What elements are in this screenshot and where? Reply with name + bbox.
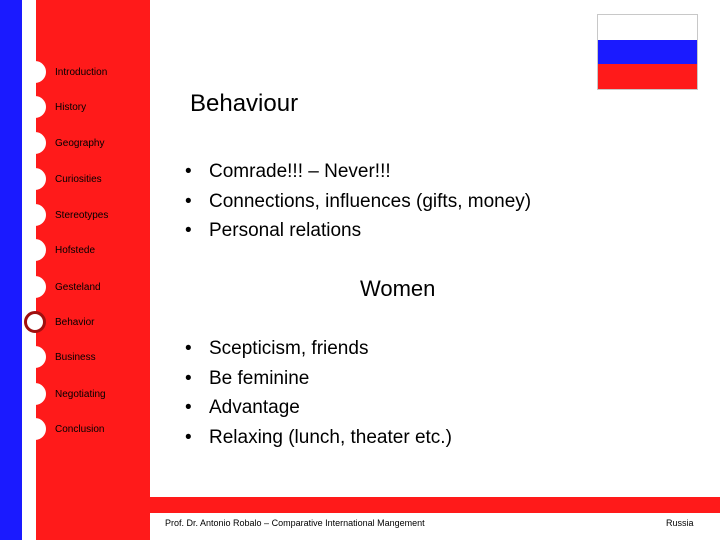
- list-item: • Advantage: [185, 393, 452, 423]
- sidebar-item-label: Negotiating: [55, 388, 106, 400]
- sidebar-item-label: Introduction: [55, 66, 108, 78]
- nav-dot-icon: [24, 96, 46, 118]
- nav-dot-icon: [24, 276, 46, 298]
- sidebar-item-business[interactable]: [24, 346, 96, 368]
- slide-title: Behaviour: [190, 90, 299, 117]
- sidebar-item-conclusion[interactable]: [24, 418, 104, 440]
- sidebar-item-label: Curiosities: [55, 173, 102, 185]
- sidebar-item-stereotypes[interactable]: [24, 204, 108, 226]
- nav-dot-icon: [24, 383, 46, 405]
- sidebar-item-curiosities[interactable]: [24, 168, 102, 190]
- sidebar-item-label: Conclusion: [55, 423, 105, 435]
- nav-dot-icon: [24, 204, 46, 226]
- sidebar-item-behavior[interactable]: [24, 311, 94, 333]
- nav-dot-icon: [24, 239, 46, 261]
- nav-dot-active-icon: [24, 311, 46, 333]
- sidebar-item-hofstede[interactable]: [24, 239, 95, 261]
- russia-flag-icon: [597, 14, 698, 90]
- footer-country: Russia: [666, 518, 694, 528]
- footer-author: Prof. Dr. Antonio Robalo – Comparative International Mangement: [165, 518, 425, 528]
- flag-stripe-blue: [598, 40, 697, 65]
- list-item: • Connections, influences (gifts, money): [185, 187, 531, 217]
- flag-stripe-white: [598, 15, 697, 40]
- nav-dot-icon: [24, 346, 46, 368]
- list-item: • Comrade!!! – Never!!!: [185, 157, 531, 187]
- list-item: • Scepticism, friends: [185, 334, 452, 364]
- bullet-list-top: [185, 157, 531, 246]
- nav-dot-icon: [24, 418, 46, 440]
- section-subheading: Women: [360, 276, 436, 301]
- list-item: • Relaxing (lunch, theater etc.): [185, 423, 452, 453]
- sidebar-item-label: Geography: [55, 137, 105, 149]
- footer-red-band: [150, 497, 720, 513]
- bullet-list-bottom: [185, 334, 452, 452]
- list-item: • Personal relations: [185, 216, 531, 246]
- sidebar-item-label: Business: [55, 351, 96, 363]
- sidebar-item-negotiating[interactable]: [24, 383, 106, 405]
- sidebar-item-history[interactable]: [24, 96, 86, 118]
- sidebar-item-gesteland[interactable]: [24, 276, 101, 298]
- sidebar-item-introduction[interactable]: [24, 61, 107, 83]
- sidebar-item-geography[interactable]: [24, 132, 104, 154]
- nav-dot-icon: [24, 168, 46, 190]
- sidebar-item-label: Gesteland: [55, 281, 101, 293]
- sidebar-item-label: Hofstede: [55, 244, 96, 256]
- left-blue-bar: [0, 0, 22, 540]
- sidebar-item-label: Behavior: [55, 316, 95, 328]
- list-item: • Be feminine: [185, 364, 452, 394]
- nav-dot-icon: [24, 132, 46, 154]
- nav-dot-icon: [24, 61, 46, 83]
- sidebar-item-label: History: [55, 101, 87, 113]
- flag-stripe-red: [598, 64, 697, 89]
- sidebar-item-label: Stereotypes: [55, 209, 109, 221]
